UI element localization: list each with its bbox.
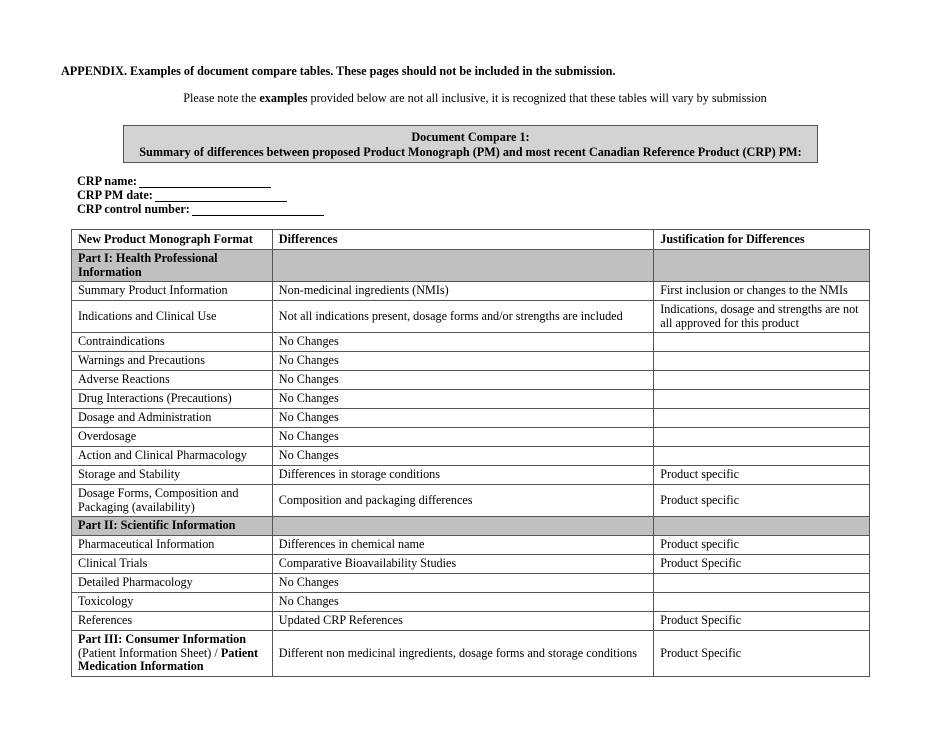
table-row: [72, 333, 870, 352]
table-row: [72, 555, 870, 574]
crp-control-number-field: [77, 202, 324, 216]
appendix-title: APPENDIX. Examples of document compare tables. These pages should not be included in the submission.: [61, 64, 616, 78]
header-differences: Differences: [272, 230, 653, 250]
cell-differences: No Changes: [272, 333, 653, 352]
crp-name-blank: [139, 176, 271, 188]
cell-justification: [654, 428, 870, 447]
cell-justification: [654, 352, 870, 371]
cell-justification: Product specific: [654, 536, 870, 555]
table-row: [72, 371, 870, 390]
cell-differences: Differences in chemical name: [272, 536, 653, 555]
cell-format: Dosage Forms, Composition and Packaging (availability): [72, 485, 273, 517]
header-format: New Product Monograph Format: [72, 230, 273, 250]
cell-differences: No Changes: [272, 371, 653, 390]
cell-differences: No Changes: [272, 428, 653, 447]
crp-control-number-label: CRP control number:: [77, 202, 190, 216]
crp-control-number-blank: [192, 204, 324, 216]
cell-justification: Product Specific: [654, 555, 870, 574]
cell-justification: Product specific: [654, 466, 870, 485]
table-row: [72, 409, 870, 428]
cell-differences: Not all indications present, dosage forms and/or strengths are included: [272, 301, 653, 333]
table-row: [72, 485, 870, 517]
cell-justification: [654, 574, 870, 593]
cell-differences: No Changes: [272, 409, 653, 428]
section-cell: [272, 250, 653, 282]
part3-title: Part III: Consumer Information: [78, 632, 247, 646]
cell-format: Summary Product Information: [72, 282, 273, 301]
cell-format: Overdosage: [72, 428, 273, 447]
cell-justification: Product Specific: [654, 631, 870, 677]
table-row: [72, 466, 870, 485]
cell-justification: [654, 390, 870, 409]
cell-differences: Different non medicinal ingredients, dosage forms and storage conditions: [272, 631, 653, 677]
note-after: provided below are not all inclusive, it is recognized that these tables will vary by submission: [307, 91, 767, 105]
cell-differences: No Changes: [272, 352, 653, 371]
cell-format: Indications and Clinical Use: [72, 301, 273, 333]
cell-justification: [654, 333, 870, 352]
note-emphasis: examples: [259, 91, 308, 105]
table-row: [72, 593, 870, 612]
table-row: [72, 447, 870, 466]
section-part1: [72, 250, 870, 282]
section-title: Part I: Health Professional Information: [72, 250, 273, 282]
compare-title: Document Compare 1:: [411, 130, 530, 144]
table-row: [72, 574, 870, 593]
table-header-row: [72, 230, 870, 250]
table-row-part3: [72, 631, 870, 677]
cell-differences: Non-medicinal ingredients (NMIs): [272, 282, 653, 301]
crp-pm-date-blank: [155, 190, 287, 202]
cell-differences: Updated CRP References: [272, 612, 653, 631]
cell-justification: [654, 593, 870, 612]
compare-table: [71, 229, 870, 677]
cell-justification: Product Specific: [654, 612, 870, 631]
cell-format: Contraindications: [72, 333, 273, 352]
cell-differences: Comparative Bioavailability Studies: [272, 555, 653, 574]
cell-justification: [654, 447, 870, 466]
section-title: Part II: Scientific Information: [72, 517, 273, 536]
cell-format: Clinical Trials: [72, 555, 273, 574]
cell-justification: [654, 371, 870, 390]
part3-title-bold2: Patient Medication Information: [78, 645, 259, 673]
cell-justification: [654, 409, 870, 428]
cell-differences: No Changes: [272, 447, 653, 466]
table-row: [72, 536, 870, 555]
section-cell: [654, 250, 870, 282]
cell-format: Pharmaceutical Information: [72, 536, 273, 555]
part3-title-middle: (Patient Information Sheet) /: [78, 645, 221, 660]
section-cell: [654, 517, 870, 536]
crp-name-label: CRP name:: [77, 174, 137, 188]
table-row: [72, 352, 870, 371]
note-before: Please note the: [183, 91, 260, 105]
cell-format: Drug Interactions (Precautions): [72, 390, 273, 409]
document-compare-header: [123, 125, 818, 163]
crp-pm-date-label: CRP PM date:: [77, 188, 153, 202]
section-part2: [72, 517, 870, 536]
cell-format: Warnings and Precautions: [72, 352, 273, 371]
cell-justification: First inclusion or changes to the NMIs: [654, 282, 870, 301]
part3-title-cell: [72, 631, 273, 677]
cell-format: Dosage and Administration: [72, 409, 273, 428]
section-cell: [272, 517, 653, 536]
cell-format: References: [72, 612, 273, 631]
crp-fields: [77, 174, 324, 216]
table-row: [72, 428, 870, 447]
cell-differences: No Changes: [272, 574, 653, 593]
cell-format: Detailed Pharmacology: [72, 574, 273, 593]
cell-format: Storage and Stability: [72, 466, 273, 485]
crp-name-field: [77, 174, 324, 188]
cell-justification: Product specific: [654, 485, 870, 517]
compare-subtitle: Summary of differences between proposed Product Monograph (PM) and most recent Canadian Reference Product (CRP) PM:: [139, 145, 802, 159]
cell-differences: No Changes: [272, 593, 653, 612]
table-row: [72, 390, 870, 409]
cell-differences: Differences in storage conditions: [272, 466, 653, 485]
crp-pm-date-field: [77, 188, 324, 202]
header-justification: Justification for Differences: [654, 230, 870, 250]
cell-format: Action and Clinical Pharmacology: [72, 447, 273, 466]
cell-format: Toxicology: [72, 593, 273, 612]
table-row: [72, 301, 870, 333]
cell-differences: Composition and packaging differences: [272, 485, 653, 517]
cell-format: Adverse Reactions: [72, 371, 273, 390]
cell-justification: Indications, dosage and strengths are not all approved for this product: [654, 301, 870, 333]
cell-differences: No Changes: [272, 390, 653, 409]
table-row: [72, 612, 870, 631]
table-row: [72, 282, 870, 301]
note-text: [0, 91, 950, 106]
